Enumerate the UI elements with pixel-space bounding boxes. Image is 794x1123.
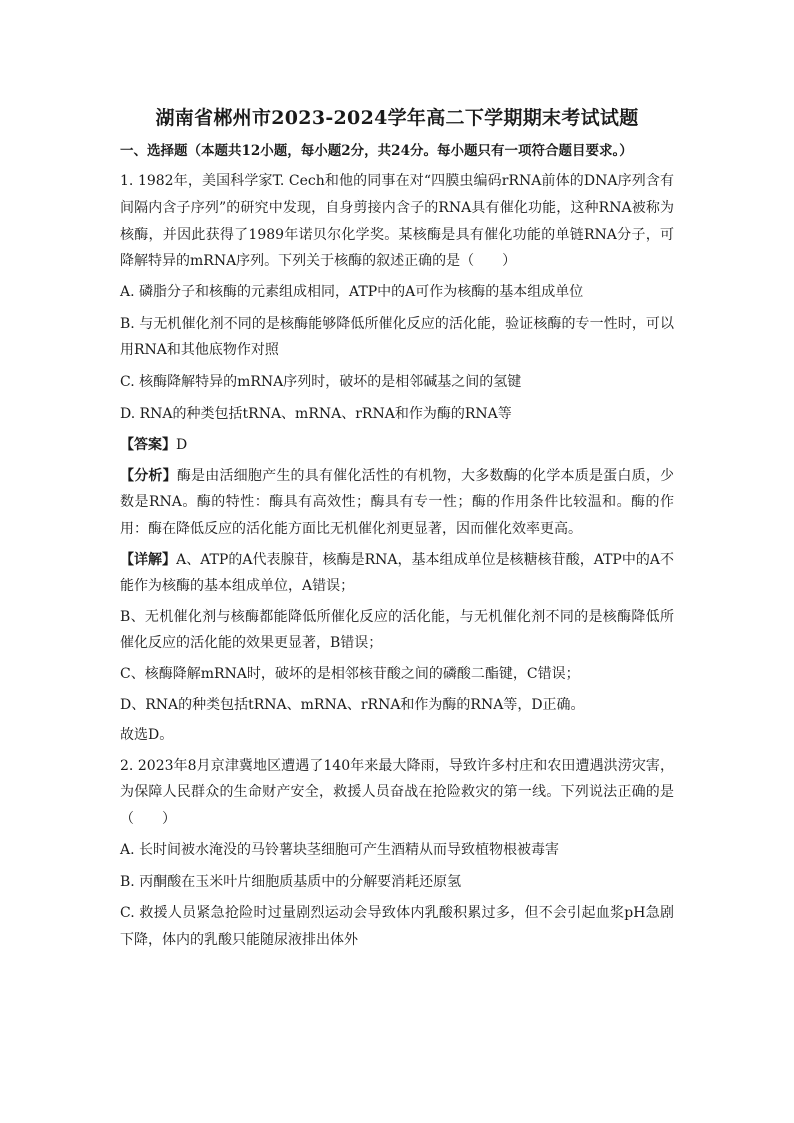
analysis-text: 酶是由活细胞产生的具有催化活性的有机物，大多数酶的化学本质是蛋白质，少数是RNA。酶的特性：酶具有高效性；酶具有专一性；酶的作用条件比较温和。酶的作用：酶在降低反应的活化能方面比无机催化剂更显著，因而催化效率更高。 xyxy=(120,467,674,537)
question-1-detail-d: D、RNA的种类包括tRNA、mRNA、rRNA和作为酶的RNA等，D正确。 xyxy=(120,696,585,713)
answer-value: D xyxy=(176,437,188,454)
section-heading: 一、选择题（本题共12小题，每小题2分，共24分。每小题只有一项符合题目要求。） xyxy=(120,143,633,159)
question-1-conclusion: 故选D。 xyxy=(120,727,174,744)
question-1-analysis xyxy=(120,463,674,543)
question-2-option-b: B. 丙酮酸在玉米叶片细胞质基质中的分解要消耗还原氢 xyxy=(120,873,462,890)
question-2-option-c: C. 救援人员紧急抢险时过量剧烈运动会导致体内乳酸积累过多，但不会引起血浆pH急剧下降，体内的乳酸只能随尿液排出体外 xyxy=(120,905,674,948)
question-1-option-d: D. RNA的种类包括tRNA、mRNA、rRNA和作为酶的RNA等 xyxy=(120,405,512,422)
question-2-option-a: A. 长时间被水淹没的马铃薯块茎细胞可产生酒精从而导致植物根被毒害 xyxy=(120,842,560,859)
answer-label: 【答案】 xyxy=(120,437,176,454)
analysis-label: 【分析】 xyxy=(120,467,177,484)
question-1-answer xyxy=(120,432,674,459)
question-1-stem: 1. 1982年，美国科学家T. Cech和他的同事在对“四膜虫编码rRNA前体的DNA序列含有间隔内含子序列”的研究中发现，自身剪接内含子的RNA具有催化功能，这种RNA被称为核酶，并因此获得了1989年诺贝尔化学奖。某核酶是具有催化功能的单链RNA分子，可降解特异的mRNA序列。下列关于核酶的叙述正确的是（ ） xyxy=(120,173,674,270)
question-1-detail-b: B、无机催化剂与核酶都能降低所催化反应的活化能，与无机催化剂不同的是核酶降低所催化反应的活化能的效果更显著，B错误； xyxy=(120,608,674,652)
question-1-detail-a xyxy=(120,547,674,600)
question-1-option-c: C. 核酶降解特异的mRNA序列时，破坏的是相邻碱基之间的氢键 xyxy=(120,373,522,390)
detail-label: 【详解】 xyxy=(120,551,177,568)
question-1-detail-c: C、核酶降解mRNA时，破坏的是相邻核苷酸之间的磷酸二酯键，C错误； xyxy=(120,665,580,682)
question-1-option-a: A. 磷脂分子和核酶的元素组成相同，ATP中的A可作为核酶的基本组成单位 xyxy=(120,284,584,301)
detail-a-text: A、ATP的A代表腺苷，核酶是RNA，基本组成单位是核糖核苷酸，ATP中的A不能作为核酶的基本组成单位，A错误； xyxy=(120,551,674,595)
question-2-stem: 2. 2023年8月京津冀地区遭遇了140年来最大降雨，导致许多村庄和农田遭遇洪涝灾害，为保障人民群众的生命财产安全，救援人员奋战在抢险救灾的第一线。下列说法正确的是（ ） xyxy=(120,757,674,828)
question-1-option-b: B. 与无机催化剂不同的是核酶能够降低所催化反应的活化能，验证核酶的专一性时，可以用RNA和其他底物作对照 xyxy=(120,315,674,359)
document-title: 湖南省郴州市2023-2024学年高二下学期期末考试试题 xyxy=(155,107,639,129)
